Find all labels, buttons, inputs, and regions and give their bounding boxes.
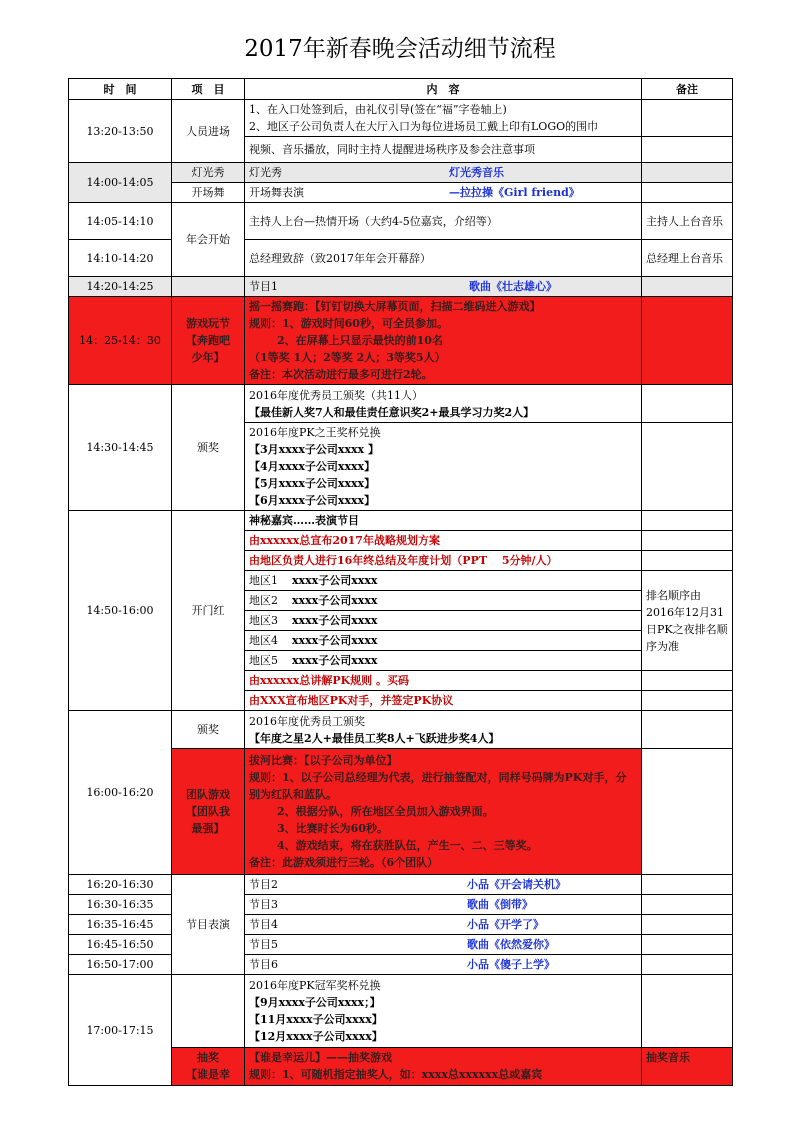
table-row [69,163,733,183]
content-label: 节目6 [249,958,278,971]
content-label: 节目3 [249,898,278,911]
content-cell: 总经理致辞（致2017年年会开幕辞） [245,240,642,277]
content-highlight: 小品《傻子上学》 [467,958,555,971]
content-line: 1、在入口处签到后，由礼仪引导(签在“福”字卷轴上) [249,103,507,116]
item-line: 游戏玩节 [186,317,230,330]
header-item: 项 目 [172,79,245,100]
note-cell [642,385,733,423]
note-cell: 总经理上台音乐 [642,240,733,277]
content-highlight: 小品《开会请关机》 [467,878,566,891]
table-row [69,975,733,1048]
content-cell [245,611,642,631]
content-line: 2、在屏幕上只显示最快的前10名 [277,334,443,347]
item-line: 最强】 [191,822,225,835]
time-cell: 14:50-16:00 [69,511,172,711]
note-cell [642,531,733,551]
time-cell: 14:20-14:25 [69,277,172,297]
content-cell: 神秘嘉宾……表演节目 [245,511,642,531]
time-cell: 14：25-14：30 [69,297,172,385]
content-label: 节目5 [249,938,278,951]
table-row [69,100,733,137]
item-cell: 人员进场 [172,100,245,163]
content-cell: 由XXX宣布地区PK对手，并签定PK协议 [245,691,642,711]
time-cell: 14:00-14:05 [69,163,172,203]
item-cell: 开场舞 [172,183,245,203]
content-highlight: —拉拉操《Girl friend》 [449,186,580,199]
table-row [69,935,733,955]
item-cell: 节目表演 [172,875,245,975]
note-cell [642,100,733,137]
time-cell: 17:00-17:15 [69,975,172,1086]
time-cell: 14:10-14:20 [69,240,172,277]
note-cell [642,915,733,935]
region-label: 地区4 [249,634,278,647]
content-cell [245,631,642,651]
note-cell [642,955,733,975]
content-cell [245,749,642,875]
note-cell [642,749,733,875]
content-cell: 视频、音乐播放，同时主持人提醒进场秩序及参会注意事项 [245,137,642,163]
item-cell: 灯光秀 [172,163,245,183]
item-cell [172,1048,245,1086]
note-cell [642,895,733,915]
item-cell [172,975,245,1048]
content-cell [245,423,642,511]
content-line: 【6月xxxx子公司xxxx】 [249,494,376,507]
note-cell [642,423,733,511]
content-line: 2016年度PK之王奖杯兑换 [249,426,381,439]
note-cell [642,137,733,163]
table-header-row [69,79,733,100]
note-cell: 排名顺序由2016年12月31日PK之夜排名顺序为准 [642,571,733,671]
time-cell: 14:30-14:45 [69,385,172,511]
table-row [69,955,733,975]
content-cell: 主持人上台—热情开场（大约4-5位嘉宾，介绍等） [245,203,642,240]
content-line: （1等奖 1人；2等奖 2人；3等奖5人） [249,351,446,364]
item-cell [172,749,245,875]
content-cell [245,875,642,895]
content-line: 【11月xxxx子公司xxxx】 [249,1013,383,1026]
content-label: 节目2 [249,878,278,891]
table-row [69,385,733,423]
content-line: 规则：1、游戏时间60秒，可全员参加。 [249,317,448,330]
region-company: xxxx子公司xxxx [292,634,378,647]
content-highlight: 灯光秀音乐 [449,166,504,179]
header-note: 备注 [642,79,733,100]
note-cell [642,691,733,711]
content-line: 备注：此游戏须进行三轮。（6个团队） [249,856,439,869]
content-line: 拔河比赛：【以子公司为单位】 [249,754,398,767]
content-line: 2016年度PK冠军奖杯兑换 [249,979,381,992]
content-cell [245,711,642,749]
item-line: 团队游戏 [186,788,230,801]
table-row [69,915,733,935]
table-row [69,895,733,915]
content-label: 节目1 [249,280,278,293]
item-line: 少年】 [191,351,225,364]
note-cell: 主持人上台音乐 [642,203,733,240]
region-company: xxxx子公司xxxx [292,574,378,587]
item-line: 【团队我 [186,805,230,818]
content-cell [245,183,642,203]
content-cell [245,163,642,183]
item-line: 【奔跑吧 [186,334,230,347]
content-cell [245,975,642,1048]
item-cell: 开门红 [172,511,245,711]
content-cell [245,591,642,611]
time-cell: 16:45-16:50 [69,935,172,955]
table-row [69,203,733,240]
time-cell: 13:20-13:50 [69,100,172,163]
content-line: 2、根据分队，所在地区全员加入游戏界面。 [277,805,494,818]
header-content: 内 容 [245,79,642,100]
content-line: 【9月xxxx子公司xxxx；】 [249,996,381,1009]
content-label: 开场舞表演 [249,186,304,199]
content-cell [245,651,642,671]
content-line: 【最佳新人奖7人和最佳责任意识奖2+最具学习力奖2人】 [249,405,535,419]
content-line: 【5月xxxx子公司xxxx】 [249,477,376,490]
content-line: 2、地区子公司负责人在大厅入口为每位进场员工戴上印有LOGO的围巾 [249,120,599,133]
note-cell [642,875,733,895]
time-cell: 16:50-17:00 [69,955,172,975]
item-cell [172,297,245,385]
note-cell [642,163,733,183]
page-title: 2017年新春晚会活动细节流程 [244,36,556,62]
note-cell [642,935,733,955]
note-cell [642,975,733,1048]
content-line: 【3月xxxx子公司xxxx 】 [249,443,379,456]
schedule-table [68,78,733,1086]
time-cell: 16:00-16:20 [69,711,172,875]
region-label: 地区2 [249,594,278,607]
content-cell: 由地区负责人进行16年终总结及年度计划（PPT 5分钟/人） [245,551,642,571]
note-cell [642,711,733,749]
content-cell [245,895,642,915]
region-label: 地区5 [249,654,278,667]
content-line: 【4月xxxx子公司xxxx】 [249,460,376,473]
content-line: 【年度之星2人+最佳员工奖8人+飞跃进步奖4人】 [249,731,500,745]
content-highlight: 歌曲《倒带》 [467,898,533,911]
table-row [69,711,733,749]
item-line: 【谁是幸 [186,1068,230,1081]
time-cell: 14:05-14:10 [69,203,172,240]
item-cell: 年会开始 [172,203,245,277]
note-cell [642,183,733,203]
content-line: 规则：1、可随机指定抽奖人，如：xxxx总xxxxxx总或嘉宾 [249,1068,543,1081]
content-cell [245,955,642,975]
table-row [69,511,733,531]
content-cell: 由xxxxxx总讲解PK规则 。买码 [245,671,642,691]
content-line: 【12月xxxx子公司xxxx】 [249,1030,383,1043]
table-row [69,297,733,385]
content-line: 规则：1、以子公司总经理为代表，进行抽签配对，同样号码牌为PK对手，分别为红队和蓝队。 [249,771,627,801]
note-cell [642,551,733,571]
content-cell [245,385,642,423]
item-cell: 颁奖 [172,711,245,749]
time-cell: 16:30-16:35 [69,895,172,915]
content-line: 2016年度优秀员工颁奖（共11人） [249,388,423,402]
header-time: 时 间 [69,79,172,100]
content-cell [245,297,642,385]
region-company: xxxx子公司xxxx [292,654,378,667]
content-line: 3、比赛时长为60秒。 [277,822,388,835]
table-row [69,277,733,297]
region-company: xxxx子公司xxxx [292,614,378,627]
region-company: xxxx子公司xxxx [292,594,378,607]
note-cell: 抽奖音乐 [642,1048,733,1086]
time-cell: 16:20-16:30 [69,875,172,895]
content-cell [245,571,642,591]
item-cell [172,277,245,297]
content-highlight: 歌曲《壮志雄心》 [469,280,557,293]
region-label: 地区3 [249,614,278,627]
note-cell [642,511,733,531]
note-cell [642,671,733,691]
content-cell: 由xxxxxx总宣布2017年战略规划方案 [245,531,642,551]
content-cell [245,277,642,297]
content-cell [245,915,642,935]
content-line: 2016年度优秀员工颁奖 [249,714,365,728]
content-line: 【谁是幸运儿】——抽奖游戏 [249,1051,392,1064]
item-line: 抽奖 [197,1051,219,1064]
content-highlight: 歌曲《依然爱你》 [467,938,555,951]
note-cell [642,277,733,297]
content-line: 4、游戏结束，将在获胜队伍，产生一、二、三等奖。 [277,839,538,852]
content-cell [245,1048,642,1086]
content-cell [245,100,642,137]
content-line: 备注：本次活动进行最多可进行2轮。 [249,368,433,381]
table-row [69,240,733,277]
content-cell [245,935,642,955]
time-cell: 16:35-16:45 [69,915,172,935]
region-label: 地区1 [249,574,278,587]
content-line: 摇一摇赛跑：【钉钉切换大屏幕页面，扫描二维码进入游戏】 [249,300,541,313]
item-cell: 颁奖 [172,385,245,511]
note-cell [642,297,733,385]
content-label: 灯光秀 [249,166,282,179]
content-highlight: 小品《开学了》 [467,918,544,931]
table-row [69,875,733,895]
content-label: 节目4 [249,918,278,931]
